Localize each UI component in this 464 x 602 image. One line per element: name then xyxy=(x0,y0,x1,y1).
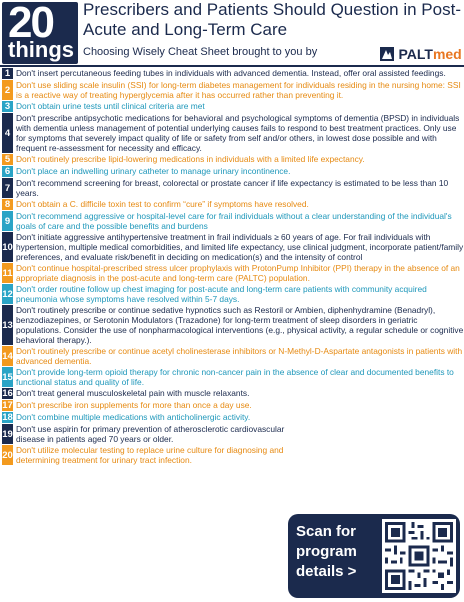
subtitle: Choosing Wisely Cheat Sheet brought to you by xyxy=(83,46,318,58)
qr-code-icon[interactable] xyxy=(382,519,456,593)
item-number-badge: 2 xyxy=(2,80,13,100)
item-text: Don't combine multiple medications with anticholinergic activity. xyxy=(16,412,251,422)
item-number-badge: 18 xyxy=(2,412,13,423)
header xyxy=(0,0,464,67)
item-number-badge: 9 xyxy=(2,211,13,231)
paltmed-logo xyxy=(380,45,462,61)
item-text: Don't prescribe iron supplements for more than once a day use. xyxy=(16,400,252,410)
list-item xyxy=(2,101,464,112)
logo-text-palt: PALT xyxy=(398,45,433,62)
item-text: Don't treat general musculoskeletal pain with muscle relaxants. xyxy=(16,388,250,398)
list-item xyxy=(2,199,464,210)
paltmed-logo-icon xyxy=(380,47,394,61)
list-item xyxy=(2,346,464,366)
page-title: Prescribers and Patients Should Question in Post-Acute and Long-Term Care xyxy=(83,0,461,39)
item-number-badge: 12 xyxy=(2,284,13,304)
list-item xyxy=(2,388,464,399)
list-item xyxy=(2,166,464,177)
item-number-badge: 20 xyxy=(2,445,13,465)
item-number-badge: 14 xyxy=(2,346,13,366)
item-text: Don't routinely prescribe lipid-lowering medications in individuals with a limited life expectancy. xyxy=(16,154,365,164)
list-item xyxy=(2,211,464,231)
item-text: Don't recommend aggressive or hospital-level care for frail individuals without a clear understanding of the individual's goals of care and the possible benefits and burdens xyxy=(16,211,452,231)
item-text: Don't recommend screening for breast, colorectal or prostate cancer if life expectancy is estimated to be less than 10 years. xyxy=(16,178,449,198)
header-divider xyxy=(0,65,464,67)
list-item xyxy=(2,80,464,100)
qr-panel[interactable] xyxy=(288,514,460,598)
list-item xyxy=(2,305,464,345)
list-item xyxy=(2,424,464,444)
recommendation-list xyxy=(2,68,464,466)
list-item xyxy=(2,113,464,153)
item-number-badge: 11 xyxy=(2,263,13,283)
list-item xyxy=(2,232,464,262)
item-text: Don't order routine follow up chest imaging for post-acute and long-term care patients with community acquired pneumonia whose symptoms have resolved within 5-7 days. xyxy=(16,284,427,304)
badge-word: things xyxy=(8,37,74,62)
item-number-badge: 5 xyxy=(2,154,13,165)
list-item xyxy=(2,367,464,387)
list-item xyxy=(2,284,464,304)
scan-for-program-details-label[interactable]: Scan for program details > xyxy=(296,523,357,580)
logo-text-med: med xyxy=(432,45,462,62)
item-number-badge: 17 xyxy=(2,400,13,411)
item-number-badge: 7 xyxy=(2,178,13,198)
item-text: Don't insert percutaneous feeding tubes in individuals with advanced dementia. Instead, offer oral assisted feedings. xyxy=(16,68,446,78)
item-number-badge: 15 xyxy=(2,367,13,387)
twenty-things-badge xyxy=(2,2,78,64)
item-number-badge: 16 xyxy=(2,388,13,399)
item-text: Don't provide long-term opioid therapy for chronic non-cancer pain in the absence of clear and documented benefits to functional status and quality of life. xyxy=(16,367,454,387)
item-text: Don't initiate aggressive antihypertensive treatment in frail individuals ≥ 60 years of age. For frail individuals with hypertension, multiple medical comorbidities, and limited life expectancy, use clinical judgment, incorporate patient/family preferences, and evaluate risk/benefit in deciding on medication(s) and the intensity of control xyxy=(16,232,464,262)
item-number-badge: 3 xyxy=(2,101,13,112)
badge-number: 20 xyxy=(8,0,53,47)
item-number-badge: 19 xyxy=(2,424,13,444)
item-text: Don't routinely prescribe or continue sedative hypnotics such as Restoril or Ambien, diphenhydramine (Benadryl), benzodiazepines, or Serotonin Modulators (Trazadone) for long-term treatment of sleep disorders in geriatric populations. Consider the use of nonpharmacological interventions (e.g., physical activity, a regular schedule or cognitive behavioral therapy.). xyxy=(16,305,464,345)
item-number-badge: 8 xyxy=(2,199,13,210)
list-item xyxy=(2,154,464,165)
list-item xyxy=(2,178,464,198)
item-text: Don't obtain urine tests until clinical criteria are met xyxy=(16,101,205,111)
item-number-badge: 4 xyxy=(2,113,13,153)
list-item xyxy=(2,445,464,465)
list-item xyxy=(2,400,464,411)
item-number-badge: 13 xyxy=(2,305,13,345)
item-text: Don't use sliding scale insulin (SSI) for long-term diabetes management for individuals residing in the nursing home: SSI is a reactive way of treating hyperglycemia after it has occurred rather than preventing it. xyxy=(16,80,461,100)
list-item xyxy=(2,263,464,283)
item-text: Don't obtain a C. difficile toxin test to confirm “cure” if symptoms have resolved. xyxy=(16,199,309,209)
item-text: Don't place an indwelling urinary catheter to manage urinary incontinence. xyxy=(16,166,291,176)
item-text: Don't use aspirin for primary prevention of atherosclerotic cardiovascular disease in patients aged 70 years or older. xyxy=(16,424,285,444)
item-text: Don't prescribe antipsychotic medications for behavioral and psychological symptoms of dementia (BPSD) in individuals with dementia unless management of potential underlying causes fails to respond to best treatment practices. Only use for symptoms that severely impact quality of life or safety from self and/or others, in lowest dose possible and with frequent re-assessment for necessity and efficacy. xyxy=(16,113,460,153)
item-text: Don't utilize molecular testing to replace urine culture for diagnosing and determining treatment for urinary tract infection. xyxy=(16,445,284,465)
list-item xyxy=(2,68,464,79)
item-number-badge: 6 xyxy=(2,166,13,177)
list-item xyxy=(2,412,464,423)
item-text: Don't routinely prescribe or continue acetyl cholinesterase inhibitors or N-Methyl-D-Aspartate antagonists in patients with advanced dementia. xyxy=(16,346,463,366)
item-text: Don't continue hospital-prescribed stress ulcer prophylaxis with ProtonPump Inhibitor (PPI) therapy in the absence of an appropriate diagnosis in the post-acute and long-term care (PALTC) population. xyxy=(16,263,460,283)
item-number-badge: 1 xyxy=(2,68,13,79)
item-number-badge: 10 xyxy=(2,232,13,262)
